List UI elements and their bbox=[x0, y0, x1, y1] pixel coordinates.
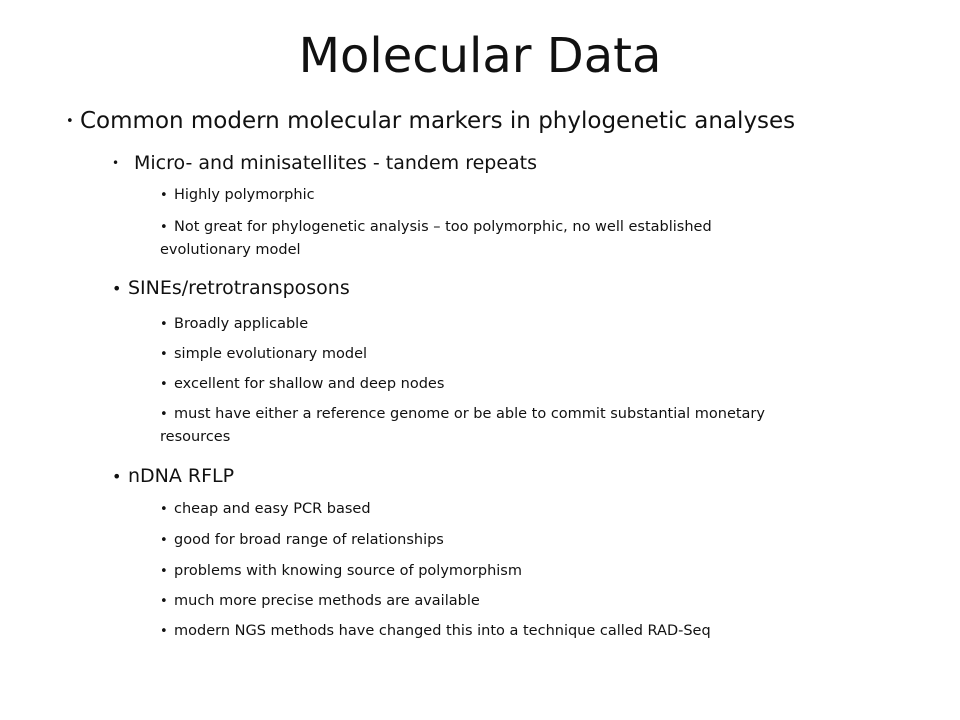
bullet-dot-icon: • bbox=[112, 467, 122, 486]
bullet-text: problems with knowing source of polymorphism bbox=[174, 563, 522, 579]
bullet-text: Common modern molecular markers in phylogenetic analyses bbox=[80, 108, 796, 134]
bullet-level3-item bbox=[160, 590, 480, 613]
bullet-dot-icon: • bbox=[160, 407, 168, 422]
bullet-text: Micro- and minisatellites - tandem repeats bbox=[134, 152, 538, 174]
bullet-text: Broadly applicable bbox=[174, 316, 309, 332]
slide-title: Molecular Data bbox=[298, 28, 662, 84]
bullet-dot-icon: • bbox=[112, 156, 120, 170]
bullet-text: excellent for shallow and deep nodes bbox=[174, 376, 445, 392]
bullet-dot-icon: • bbox=[160, 317, 168, 332]
bullet-text: much more precise methods are available bbox=[174, 593, 480, 609]
bullet-level3-item bbox=[160, 373, 444, 396]
bullet-dot-icon: • bbox=[160, 502, 168, 517]
bullet-level3-item bbox=[160, 184, 315, 207]
bullet-level3-item bbox=[160, 620, 711, 643]
bullet-text-continuation: evolutionary model bbox=[160, 242, 301, 258]
bullet-text: must have either a reference genome or be able to commit substantial monetary bbox=[174, 406, 765, 422]
bullet-text: modern NGS methods have changed this into a technique called RAD-Seq bbox=[174, 623, 711, 639]
bullet-dot-icon: • bbox=[112, 279, 122, 298]
bullet-text: good for broad range of relationships bbox=[174, 532, 444, 548]
bullet-text: nDNA RFLP bbox=[128, 465, 235, 487]
bullet-dot-icon: • bbox=[160, 533, 168, 548]
bullet-dot-icon: • bbox=[160, 377, 168, 392]
bullet-level3-item bbox=[160, 560, 522, 583]
bullet-dot-icon: • bbox=[160, 220, 168, 235]
bullet-level2-satellites bbox=[112, 149, 537, 177]
bullet-dot-icon: • bbox=[160, 188, 168, 203]
bullet-level3-item bbox=[160, 343, 367, 366]
bullet-level3-item bbox=[160, 313, 308, 336]
bullet-text: SINEs/retrotransposons bbox=[128, 277, 350, 299]
bullet-text-continuation: resources bbox=[160, 429, 231, 445]
bullet-text: Not great for phylogenetic analysis – too polymorphic, no well established bbox=[174, 219, 712, 235]
bullet-level3-item bbox=[160, 498, 371, 521]
bullet-dot-icon: • bbox=[160, 594, 168, 609]
bullet-dot-icon: • bbox=[160, 564, 168, 579]
bullet-dot-icon: • bbox=[160, 347, 168, 362]
bullet-level3-item bbox=[160, 529, 444, 552]
bullet-text: simple evolutionary model bbox=[174, 346, 368, 362]
bullet-text: Highly polymorphic bbox=[174, 187, 315, 203]
bullet-text: cheap and easy PCR based bbox=[174, 501, 371, 517]
bullet-level1-markers bbox=[66, 104, 795, 139]
bullet-level3-item bbox=[160, 216, 850, 261]
bullet-dot-icon: • bbox=[66, 114, 74, 129]
bullet-level2-sines bbox=[112, 274, 350, 303]
bullet-level2-rflp bbox=[112, 462, 234, 491]
bullet-dot-icon: • bbox=[160, 624, 168, 639]
bullet-level3-item bbox=[160, 403, 850, 448]
